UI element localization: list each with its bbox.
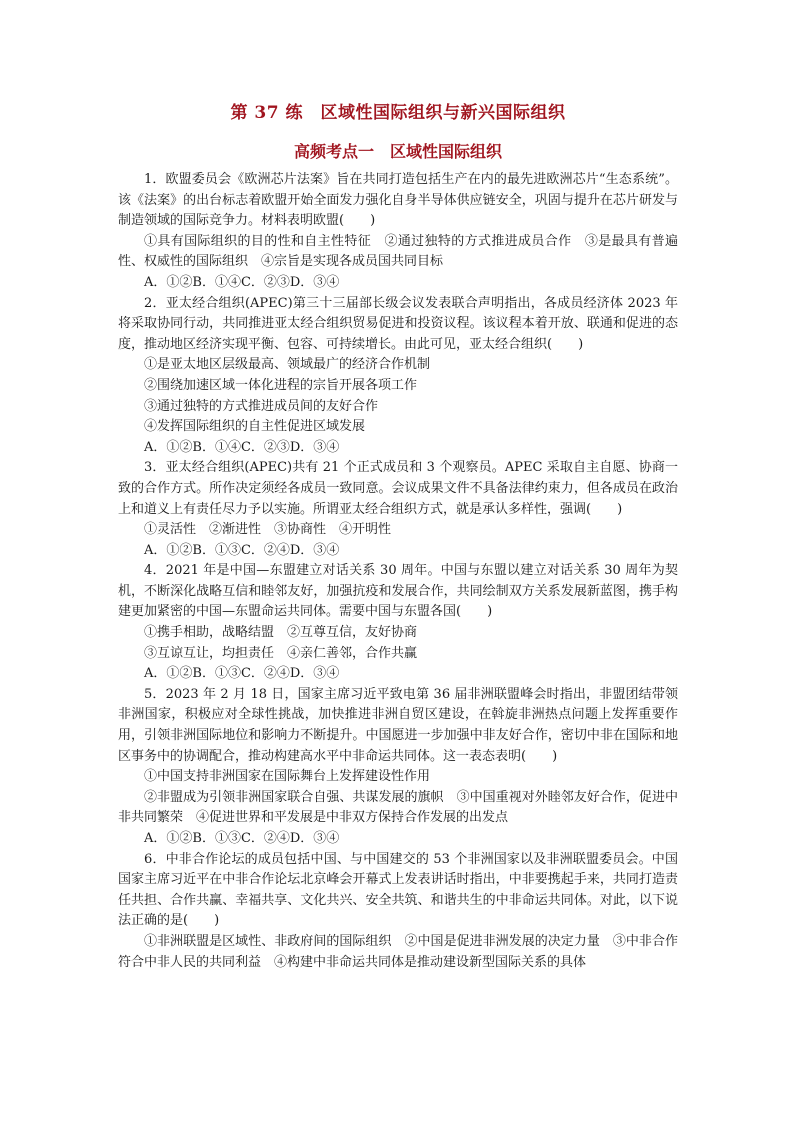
question-choices: A．①②B．①④C．②③D．③④: [144, 439, 340, 455]
question-6: [118, 850, 678, 974]
question-choices: A．①②B．①③C．②④D．③④: [144, 666, 340, 682]
question-statement: ①灵活性 ②渐进性 ③协商性 ④开明性: [144, 522, 392, 538]
question-stem: 6．中非合作论坛的成员包括中国、与中国建交的 53 个非洲国家以及非洲联盟委员会。中国国家主席习近平在中非合作论坛北京峰会开幕式上发表讲话时指出，中非要携起手来，共同打造责任共担、合作共赢、幸福共享、文化共兴、安全共筑、和谐共生的中非命运共同体。对此，以下说法正确的是( ): [118, 851, 678, 929]
question-stem: 5．2023 年 2 月 18 日，国家主席习近平致电第 36 届非洲联盟峰会时指出，非盟团结带领非洲国家，积极应对全球性挑战，加快推进非洲自贸区建设，在斡旋非洲热点问题上发挥重要作用，引领非洲国际地位和影响力不断提升。中国愿进一步加强中非友好合作，密切中非在国际和地区事务中的协调配合，推动构建高水平中非命运共同体。这一表态表明( ): [118, 686, 678, 764]
section-heading: 高频考点一 区域性国际组织: [293, 142, 502, 161]
question-statement: ①非洲联盟是区域性、非政府间的国际组织 ②中国是促进非洲发展的决定力量 ③中非合作符合中非人民的共同利益 ④构建中非命运共同体是推动建设新型国际关系的具体: [118, 933, 678, 970]
question-5: [118, 685, 678, 850]
doc-title: 第 37 练 区域性国际组织与新兴国际组织: [230, 103, 566, 123]
question-statement: ①是亚太地区层级最高、领域最广的经济合作机制: [144, 357, 431, 373]
question-stem: 1．欧盟委员会《欧洲芯片法案》旨在共同打造包括生产在内的最先进欧洲芯片“生态系统”。该《法案》的出台标志着欧盟开始全面发力强化自身半导体供应链安全，巩固与提升在芯片研发与制造领域的国际竞争力。材料表明欧盟( ): [118, 172, 678, 229]
question-statement: ③互谅互让，均担责任 ④亲仁善邻，合作共赢: [144, 645, 418, 661]
question-stem: 3．亚太经合组织(APEC)共有 21 个正式成员和 3 个观察员。APEC 采取自主自愿、协商一致的合作方式。所作决定须经各成员一致同意。会议成果文件不具备法律约束力，但各成员在政治上和道义上有责任尽力予以实施。所谓亚太经合组织方式，就是承认多样性，强调( ): [118, 460, 678, 517]
question-1: [118, 170, 678, 294]
question-statement: ③通过独特的方式推进成员间的友好合作: [144, 398, 379, 414]
question-3: [118, 458, 678, 561]
question-choices: A．①②B．①④C．②③D．③④: [144, 274, 340, 290]
question-choices: A．①②B．①③C．②④D．③④: [144, 831, 340, 846]
question-4: [118, 561, 678, 685]
question-statements: ①具有国际组织的目的性和自主性特征 ②通过独特的方式推进成员合作 ③是最具有普遍性、权威性的国际组织 ④宗旨是实现各成员国共同目标: [118, 233, 678, 270]
question-statement: ②非盟成为引领非洲国家联合自强、共谋发展的旗帜 ③中国重视对外睦邻友好合作，促进中非共同繁荣 ④促进世界和平发展是中非双方保持合作发展的出发点: [118, 789, 678, 826]
question-2: [118, 294, 678, 459]
question-statement: ②围绕加速区域一体化进程的宗旨开展各项工作: [144, 377, 418, 393]
question-choices: A．①②B．①③C．②④D．③④: [144, 542, 340, 558]
question-stem: 4．2021 年是中国—东盟建立对话关系 30 周年。中国与东盟以建立对话关系 30 周年为契机，不断深化战略互信和睦邻友好，加强抗疫和发展合作，共同绘制双方关系发展新蓝图，携手构建更加紧密的中国—东盟命运共同体。需要中国与东盟各国( ): [118, 563, 678, 620]
question-stem: 2．亚太经合组织(APEC)第三十三届部长级会议发表联合声明指出，各成员经济体 2023 年将采取协同行动，共同推进亚太经合组织贸易促进和投资议程。该议程本着开放、联通和促进的态度，推动地区经济实现平衡、包容、可持续增长。由此可见，亚太经合组织( ): [118, 295, 678, 352]
document-page: [118, 100, 678, 973]
question-statement: ①中国支持非洲国家在国际舞台上发挥建设性作用: [144, 769, 431, 785]
question-statement: ①携手相助，战略结盟 ②互尊互信，友好协商: [144, 625, 418, 641]
question-statement: ④发挥国际组织的自主性促进区域发展: [144, 419, 366, 435]
